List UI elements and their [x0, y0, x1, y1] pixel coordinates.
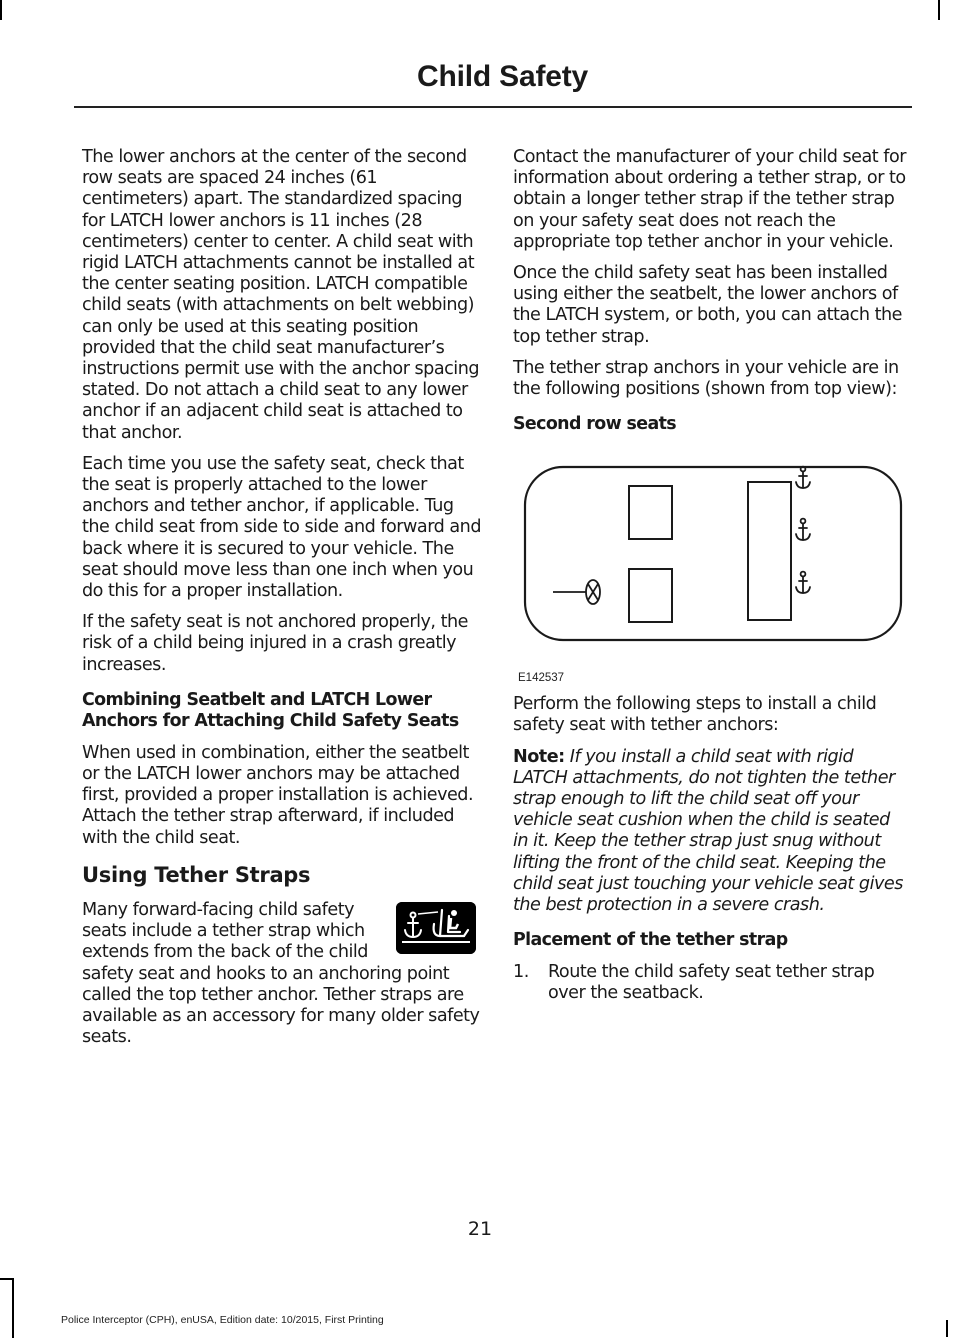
front-seat-right	[629, 486, 672, 539]
subheading: Second row seats	[513, 414, 677, 435]
left-column	[82, 147, 482, 1058]
page-title: Child Safety	[417, 60, 588, 93]
footer-text: Police Interceptor (CPH), enUSA, Edition date: 10/2015, First Printing	[61, 1314, 384, 1326]
second-row-bench	[748, 482, 791, 620]
note-label: Note:	[513, 746, 565, 767]
crop-mark	[946, 1320, 948, 1337]
figure-code: E142537	[518, 672, 565, 685]
crop-mark	[0, 1278, 14, 1280]
front-seat-left	[629, 569, 672, 622]
paragraph: The lower anchors at the center of the second row seats are spaced 24 inches (61 centimeters) apart. The standardized spacing for LATCH lower anchors is 11 inches (28 centimeters) center to center. A child seat with rigid LATCH attachments cannot be installed at the center seating position. LATCH compatible child seats (with attachments on belt webbing) can only be used at this seating position provided that the child seat manufacturer’s instructions permit use with the anchor spacing stated. Do not attach a child seat to any lower anchor if an adjacent child seat is attached to that anchor.	[82, 147, 480, 443]
tether-paragraph-text: Many forward-facing child safety seats include a tether strap which extends from the back of the child safety seat and hooks to an anchoring point called the top tether anchor. Tether straps are available as an accessory for many older safety seats.	[82, 899, 480, 1048]
paragraph: If the safety seat is not anchored properly, the risk of a child being injured in a crash greatly increases.	[82, 612, 468, 675]
paragraph: When used in combination, either the seatbelt or the LATCH lower anchors may be attached first, provided a proper installation is achieved. Attach the tether strap afterward, if included with the child seat.	[82, 742, 474, 848]
paragraph: Perform the following steps to install a child safety seat with tether anchors:	[513, 694, 877, 736]
paragraph: Contact the manufacturer of your child seat for information about ordering a tether strap, or to obtain a longer tether strap if the tether strap on your safety seat does not reach the appropriate top tether anchor in your vehicle.	[513, 147, 906, 252]
subheading: Placement of the tether strap	[513, 930, 788, 951]
note-paragraph	[513, 747, 909, 917]
paragraph: The tether strap anchors in your vehicle are in the following positions (shown from top view):	[513, 357, 899, 400]
step-text: Route the child safety seat tether strap over the seatback.	[548, 962, 875, 1004]
step-number: 1.	[513, 962, 529, 983]
tether-anchor-diagram	[513, 446, 909, 686]
crop-mark	[938, 0, 940, 20]
list-item	[513, 962, 909, 1004]
page-number: 21	[467, 1218, 493, 1240]
subheading: Combining Seatbelt and LATCH Lower Anchors for Attaching Child Safety Seats	[82, 689, 459, 731]
section-heading: Using Tether Straps	[82, 862, 311, 887]
crop-mark	[0, 0, 2, 20]
vehicle-outline	[525, 467, 901, 640]
paragraph: Each time you use the safety seat, check that the seat is properly attached to the lower anchors and tether anchor, if applicable. Tug the child seat from side to side and forward and back where it is secured to your vehicle. The seat should move less than one inch when you do this for a proper installation.	[82, 453, 481, 602]
child-seat-tether-anchor-icon	[396, 902, 476, 954]
paragraph: Once the child safety seat has been installed using either the seatbelt, the lower anchors of the LATCH system, or both, you can attach the top tether strap.	[513, 263, 902, 347]
header-divider	[74, 106, 912, 108]
note-text: If you install a child seat with rigid LATCH attachments, do not tighten the tether strap enough to lift the child seat off your vehicle seat cushion when the child is seated in it. Keep the tether strap just snug without lifting the front of the child seat. Keeping the child seat just touching your vehicle seat gives the best protection in a severe crash.	[513, 746, 903, 916]
paragraph-with-icon	[82, 900, 482, 1048]
vehicle-top-view-diagram	[513, 446, 909, 672]
crop-mark	[12, 1278, 14, 1338]
right-column	[513, 147, 909, 1015]
